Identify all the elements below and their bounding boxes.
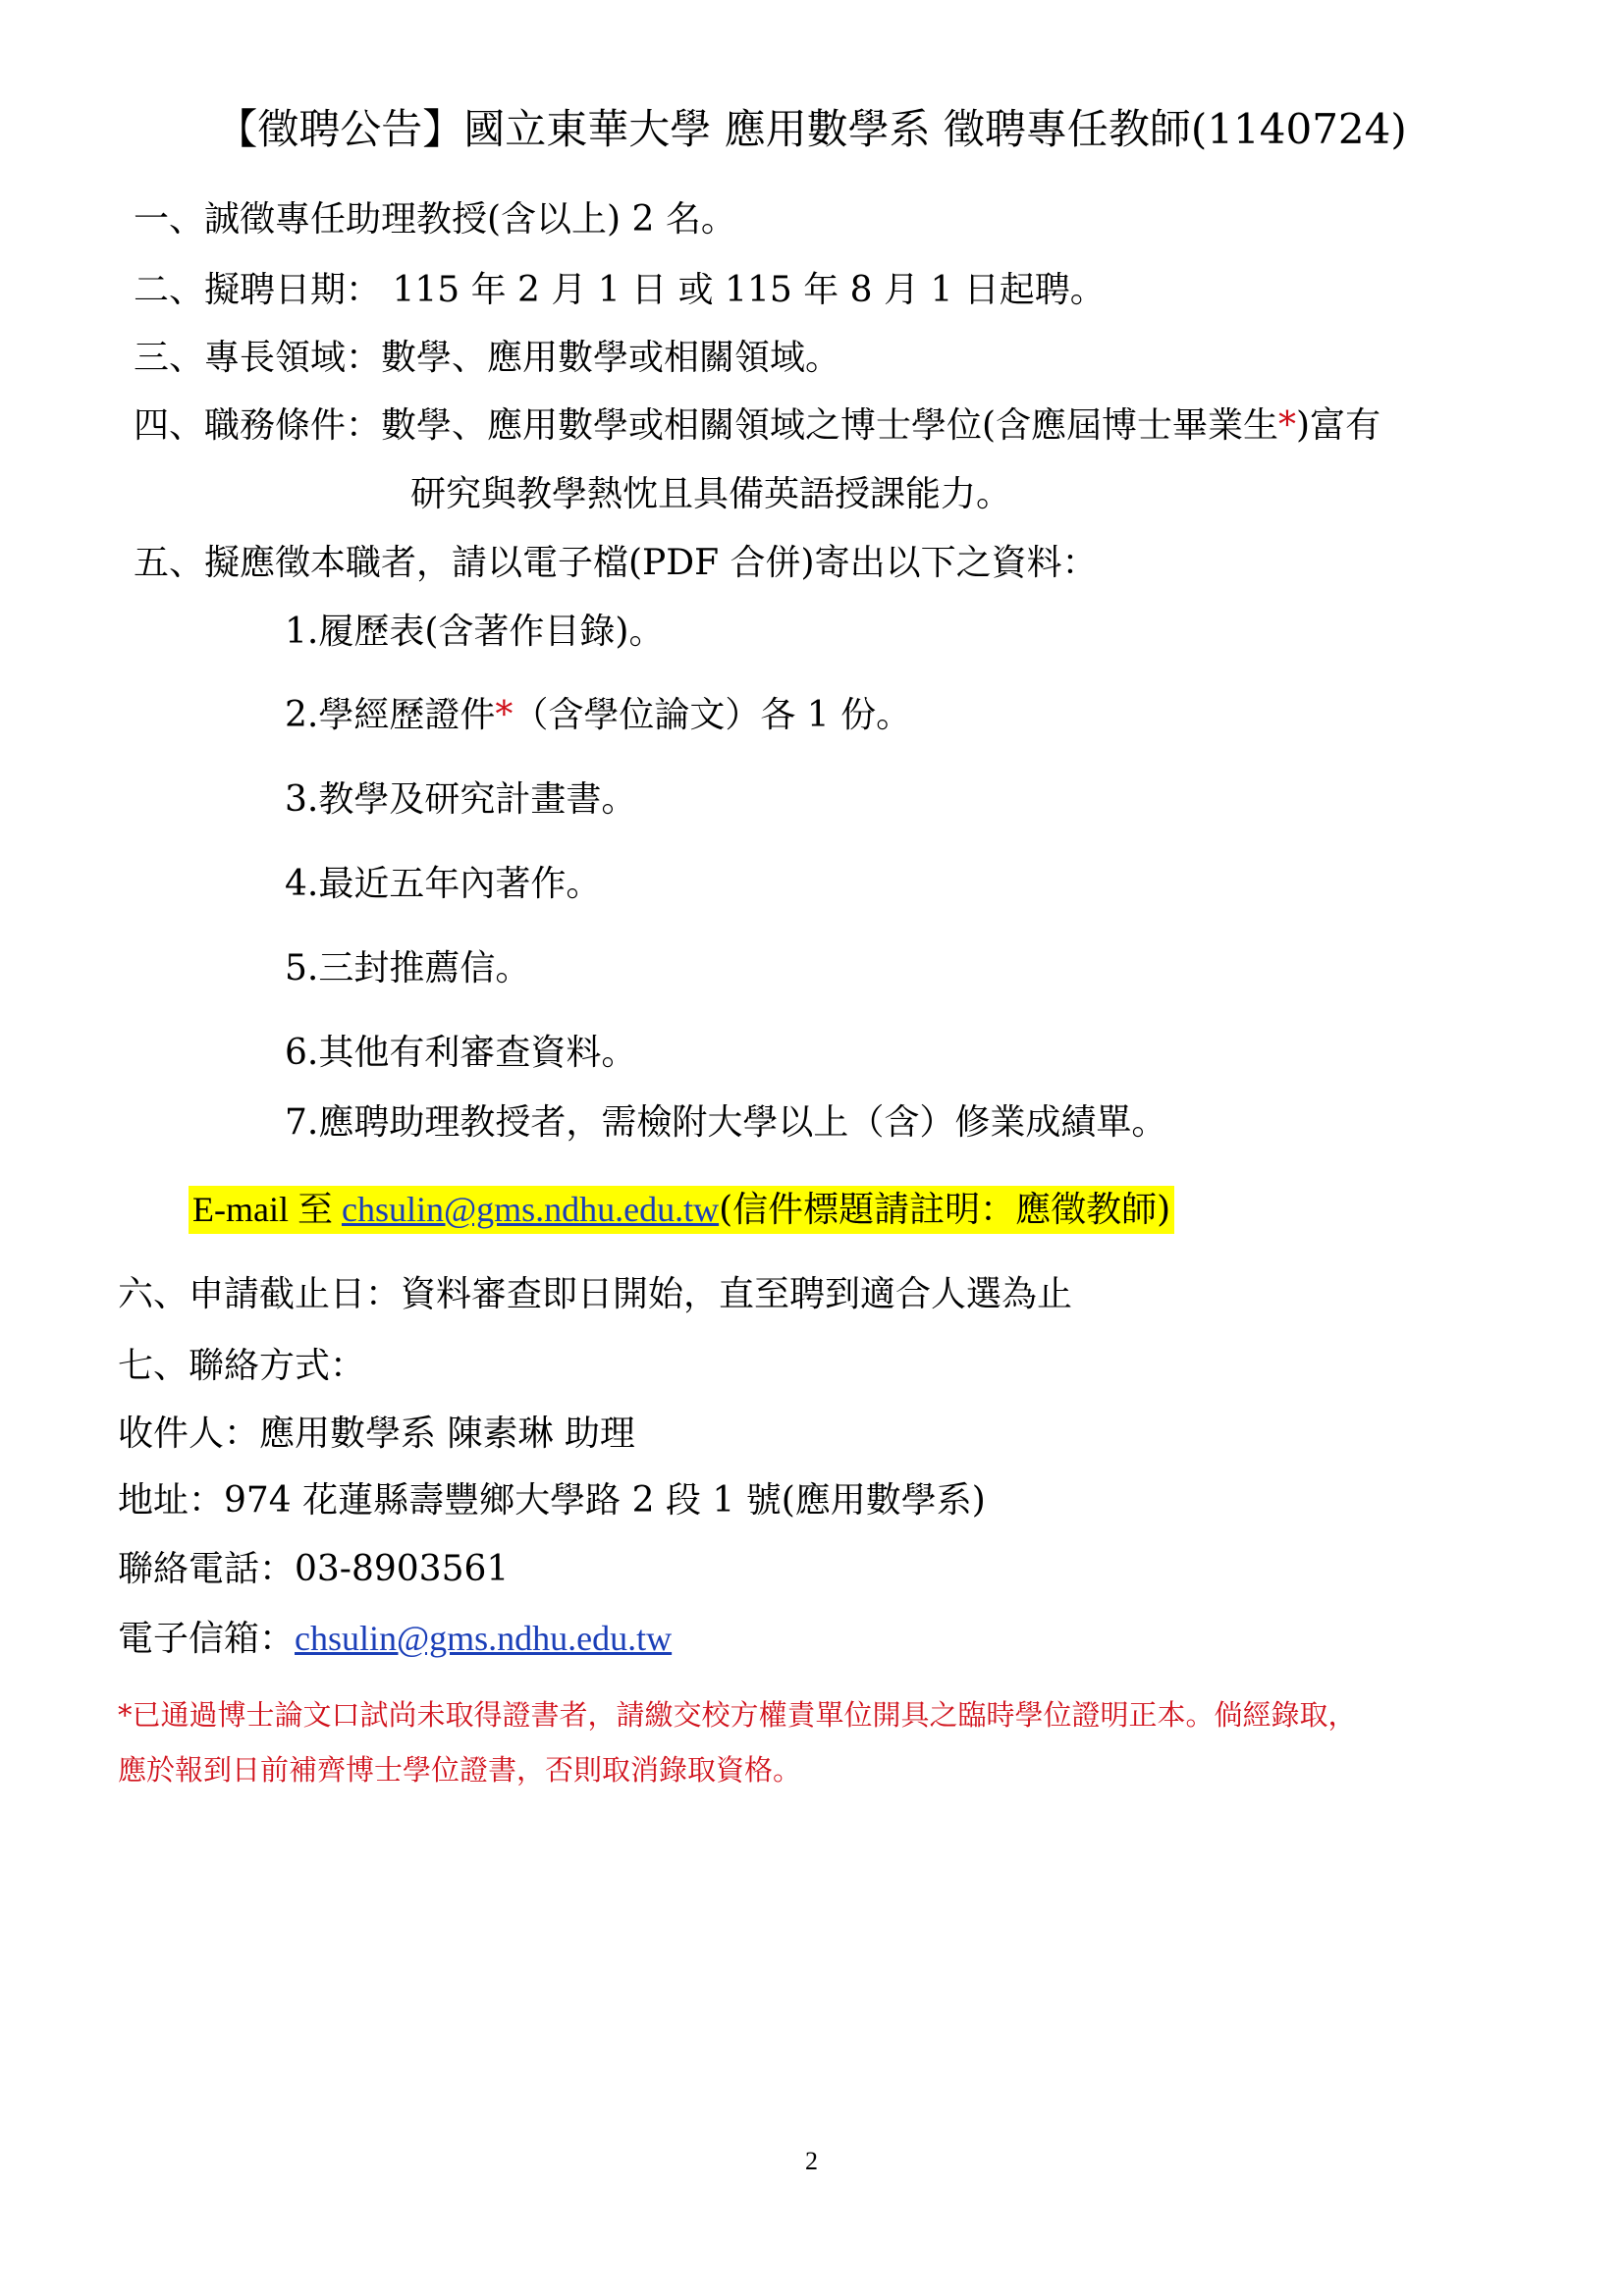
contact-email-label: 電子信箱： [118,1619,296,1659]
item-4-line2: 研究與教學熱忱且具備英語授課能力。 [410,474,1012,514]
document-item-7: 7.應聘助理教授者，需檢附大學以上（含）修業成績單。 [285,1102,1167,1143]
contact-recipient: 收件人：應用數學系 陳素琳 助理 [118,1414,635,1454]
document-item-3: 3.教學及研究計畫書。 [285,779,637,820]
document-item-2-text-b: （含學位論文）各 1 份。 [513,695,912,735]
page-title: 【徵聘公告】國立東華大學 應用數學系 徵聘專任教師(1140724) [216,105,1407,153]
document-item-5: 5.三封推薦信。 [285,948,531,988]
item-3: 三、專長領域：數學、應用數學或相關領域。 [134,338,841,378]
footnote-line-1: *已通過博士論文口試尚未取得證書者，請繳交校方權責單位開具之臨時學位證明正本。倘經錄取， [118,1698,1357,1732]
item-6: 六、申請截止日：資料審查即日開始，直至聘到適合人選為止 [118,1274,1073,1314]
email-highlight-line [189,1186,1174,1234]
item-2: 二、擬聘日期： 115 年 2 月 1 日 或 115 年 8 月 1 日起聘。 [134,270,1106,310]
email-prefix: E-mail 至 [192,1190,342,1229]
email-link[interactable]: chsulin@gms.ndhu.edu.tw [341,1190,720,1229]
footnote-line-2: 應於報到日前補齊博士學位證書，否則取消錄取資格。 [118,1753,802,1787]
document-item-1: 1.履歷表(含著作目錄)。 [285,612,665,652]
page-number: 2 [805,2147,818,2175]
contact-email-line [118,1615,672,1663]
contact-phone: 聯絡電話：03-8903561 [118,1549,510,1589]
document-item-2 [285,692,911,739]
item-7: 七、聯絡方式： [118,1346,366,1386]
item-4-text-a: 四、職務條件：數學、應用數學或相關領域之博士學位(含應屆博士畢業生 [134,405,1279,446]
item-5-intro: 五、擬應徵本職者，請以電子檔(PDF 合併)寄出以下之資料： [134,543,1098,583]
document-item-2-text: 2.學經歷證件 [285,695,496,735]
contact-email-link[interactable]: chsulin@gms.ndhu.edu.tw [295,1619,673,1658]
item-4-text-b: )富有 [1296,405,1381,446]
email-suffix: (信件標題請註明：應徵教師) [719,1190,1171,1230]
item-4-line1 [134,402,1380,450]
asterisk-marker: * [1278,405,1297,446]
item-1: 一、誠徵專任助理教授(含以上) 2 名。 [134,199,736,240]
document-item-4: 4.最近五年內著作。 [285,864,602,904]
asterisk-marker: * [495,695,514,735]
contact-address: 地址：974 花蓮縣壽豐鄉大學路 2 段 1 號(應用數學系) [118,1480,986,1521]
document-item-6: 6.其他有利審查資料。 [285,1033,637,1073]
